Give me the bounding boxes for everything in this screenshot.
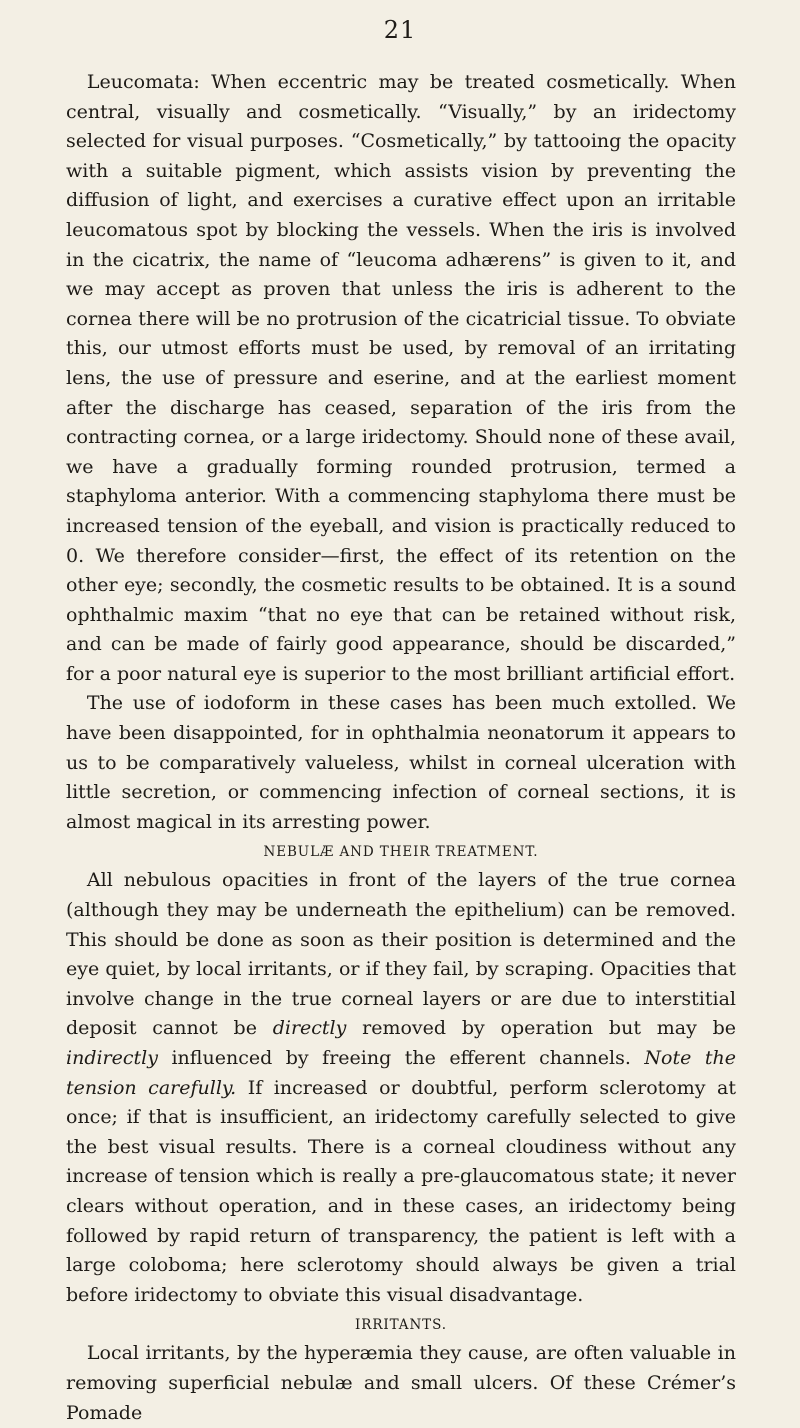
page-number: 21 — [383, 16, 417, 44]
italic-text: Note the tension carefully. — [66, 1047, 736, 1099]
paragraph-leucomata — [66, 68, 736, 689]
text-block — [66, 68, 736, 1428]
paragraph-text: All nebulous opacities in front of the layers of the true cornea (although they may be underneath the epithelium) can be removed. This should be done as soon as their position is determined and the eye quiet, by local irritants, or if they fail, by scraping. Opacities that involve change in the true corneal layers or are due to interstitial deposit cannot be — [66, 869, 736, 1040]
paragraph-text: The use of iodoform in these cases has been much extolled. We have been disappointed, for in ophthalmia neonatorum it appears to us to be comparatively valueless, whilst in corneal ulceration with little secretion, or commencing infection of corneal sections, it is almost magical in its arresting power. — [66, 692, 736, 833]
paragraph-text: influenced by freeing the efferent channels. — [157, 1047, 645, 1069]
paragraph-text: Leucomata: When eccentric may be treated cosmetically. When central, visually and cosmetically. “Visually,” by an iridectomy selected for visual purposes. “Cosmetically,” by tattooing the opacity with a suitable pigment, which assists vision by preventing the diffusion of light, and exercises a curative effect upon an irritable leucomatous spot by blocking the vessels. When the iris is involved in the cicatrix, the name of “leucoma adhærens” is given to it, and we may accept as proven that unless the iris is adherent to the cornea there will be no protrusion of the cicatricial tissue. To obviate this, our utmost efforts must be used, by removal of an irritating lens, the use of pressure and eserine, and at the earliest moment after the discharge has ceased, separation of the iris from the contracting cornea, or a large iridectomy. Should none of these avail, we have a gradually forming rounded protrusion, termed a staphyloma anterior. With a commencing staphyloma there must be increased tension of the eyeball, and vision is practically reduced to 0. We therefore consider—first, the effect of its retention on the other eye; secondly, the cosmetic results to be obtained. It is a sound ophthalmic maxim “that no eye that can be retained without risk, and can be made of fairly good appearance, should be discarded,” for a poor natural eye is superior to the most brilliant artificial effort. — [66, 71, 736, 685]
italic-text: indirectly — [66, 1047, 158, 1069]
section-heading-nebulae: NEBULÆ AND THEIR TREATMENT. — [263, 844, 539, 861]
italic-text: directly — [272, 1017, 347, 1040]
paragraph-text: If increased or doubtful, perform sclerotomy at once; if that is insufficient, an iridectomy carefully selected to give the best visual results. There is a corneal cloudiness without any increase of tension which is really a pre-glaucomatous state; it never clears without operation, and in these cases, an iridectomy being followed by rapid return of transparency, the patient is left with a large coloboma; here sclerotomy should always be given a trial before iridectomy to obviate this visual disadvantage. — [66, 1076, 736, 1306]
section-heading-irritants: IRRITANTS. — [355, 1317, 447, 1334]
paragraph-nebulous-opacities — [66, 866, 736, 1310]
paragraph-local-irritants — [66, 1339, 736, 1428]
paragraph-iodoform — [66, 689, 736, 837]
paragraph-text: Local irritants, by the hyperæmia they cause, are often valuable in removing superficial nebulæ and small ulcers. Of these Crémer’s Pomade — [66, 1342, 736, 1424]
paragraph-text: removed by operation but may be — [346, 1017, 736, 1040]
